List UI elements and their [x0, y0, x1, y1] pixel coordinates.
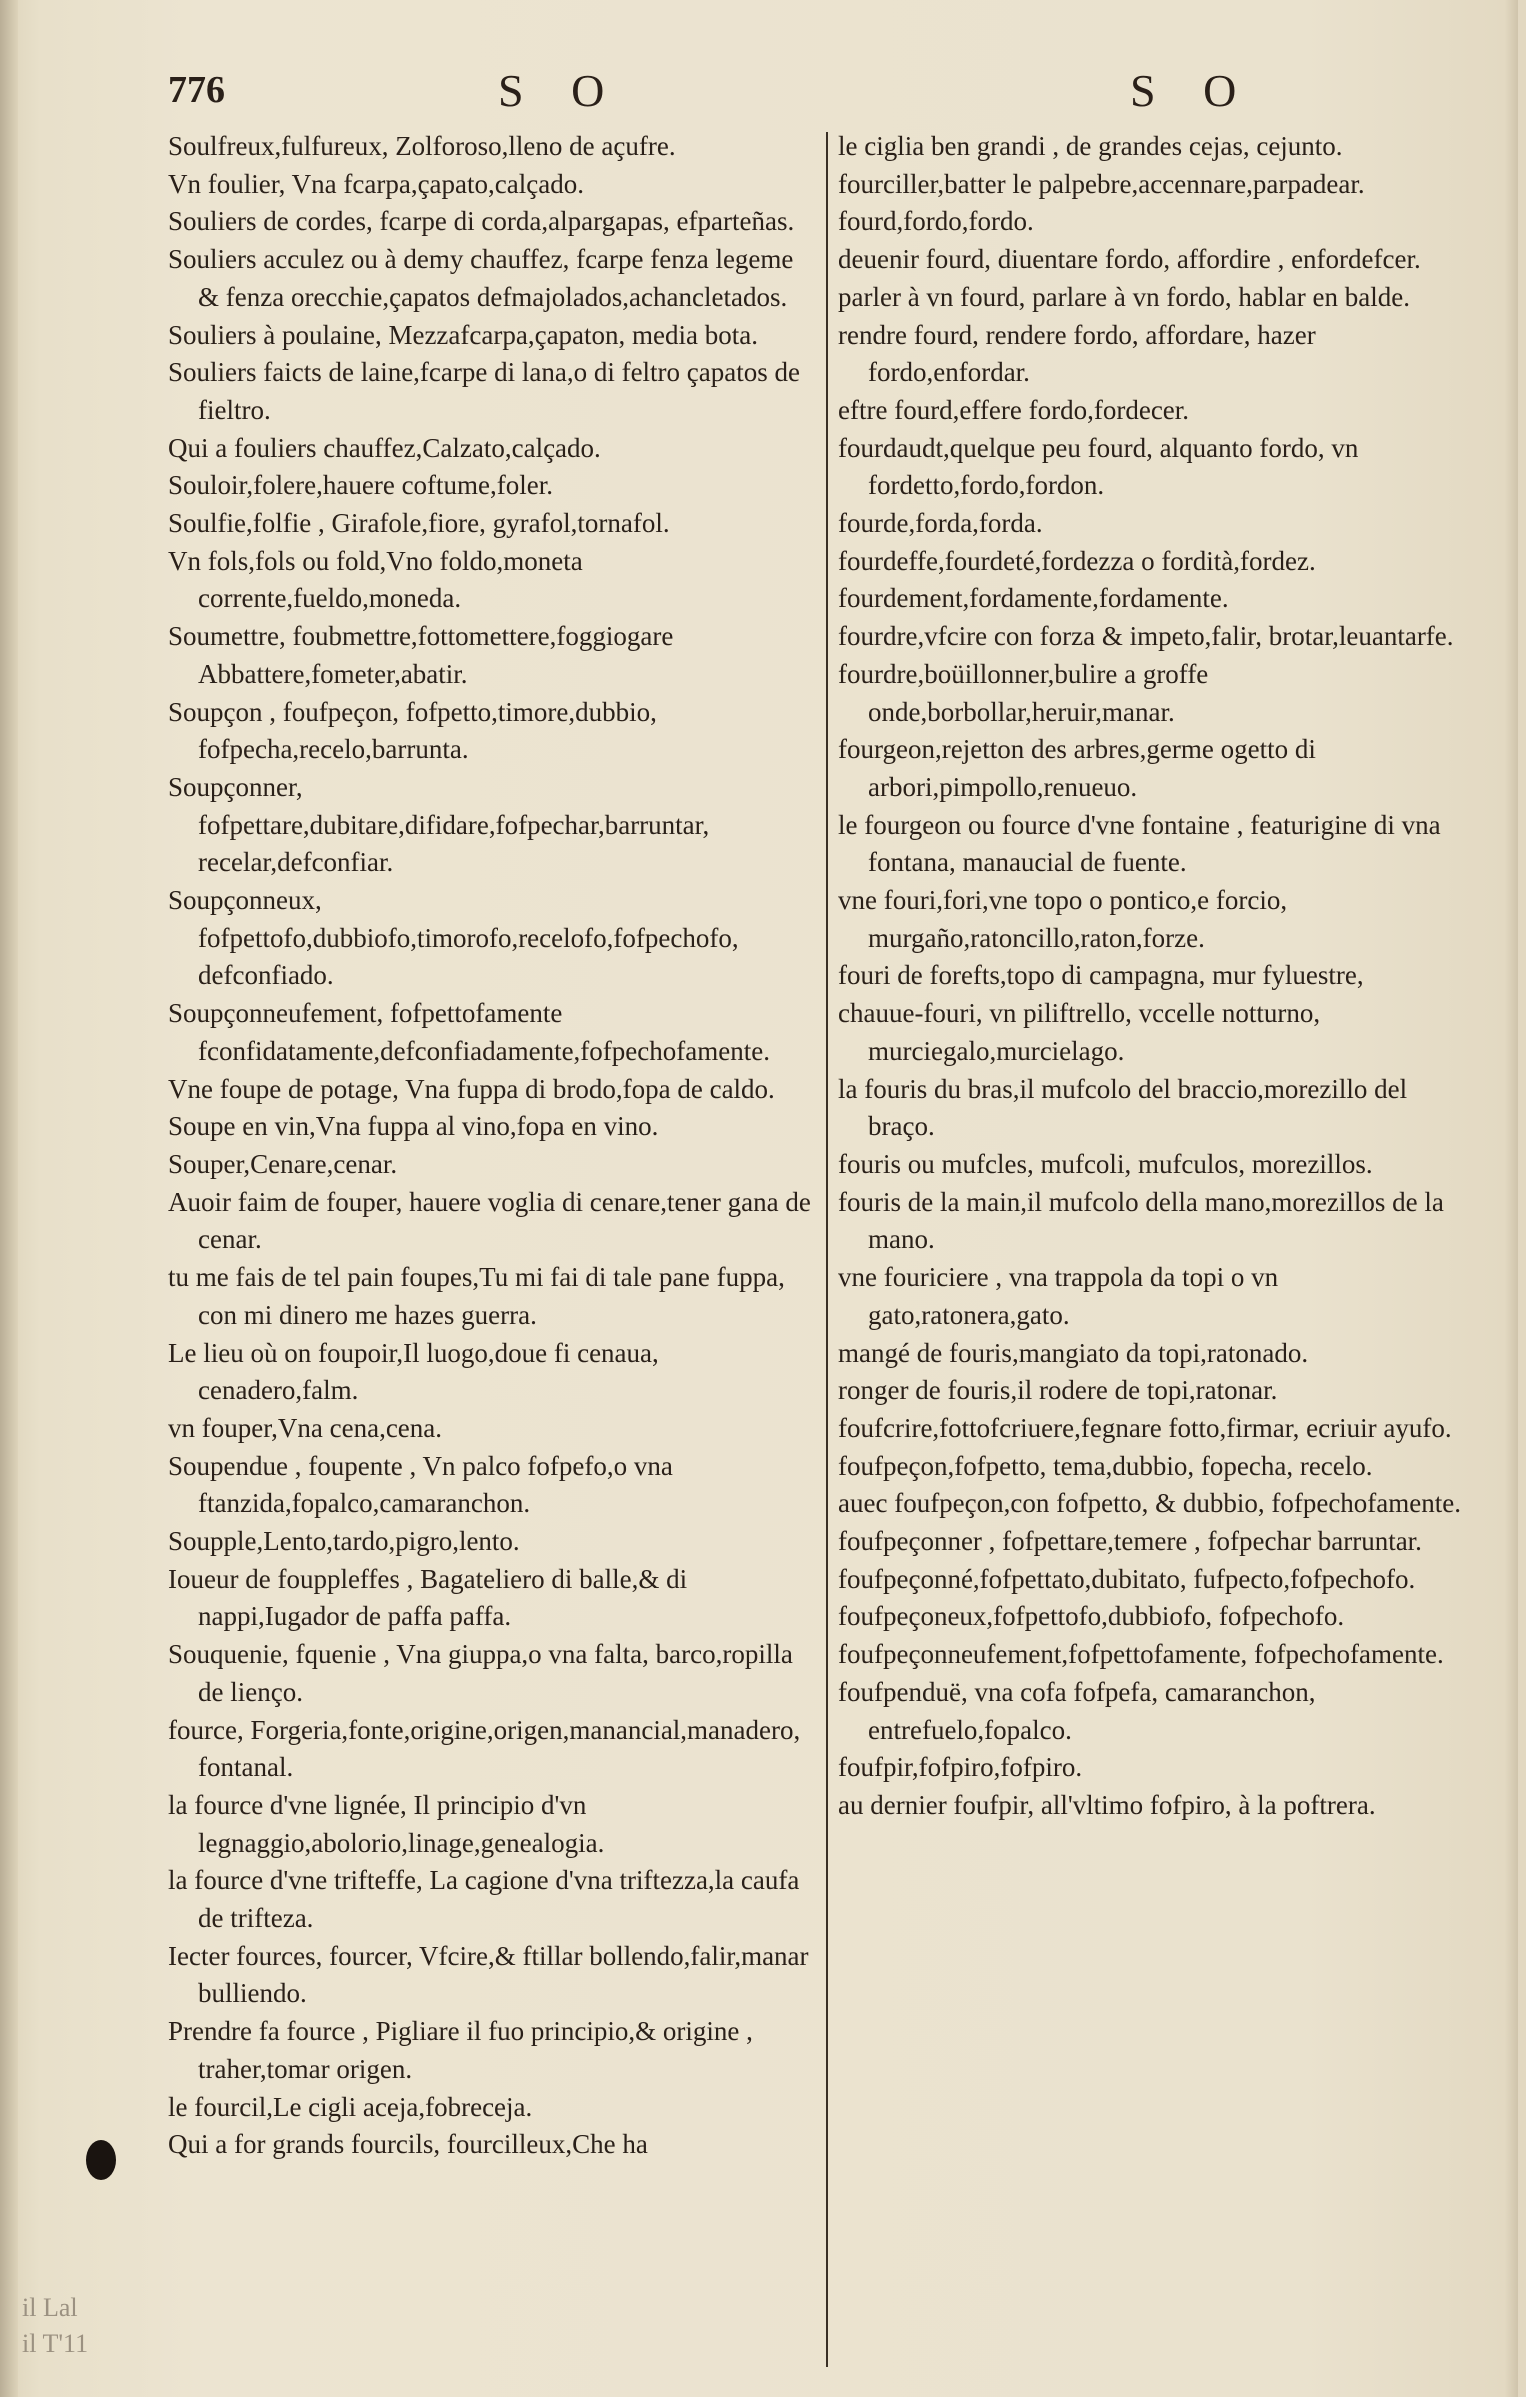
dictionary-entry: Souliers de cordes, fcarpe di corda,alpargapas, efparteñas.	[168, 206, 795, 237]
ink-blot	[86, 2140, 116, 2180]
dictionary-entry: Souliers acculez ou à demy chauffez, fcarpe fenza legeme & fenza orecchie,çapatos defmajolados,achancletados.	[168, 244, 794, 312]
dictionary-entry: fouris ou mufcles, mufcoli, mufculos, morezillos.	[838, 1148, 1373, 1179]
dictionary-entry: Souquenie, fquenie , Vna giuppa,o vna falta, barco,ropilla de lienço.	[168, 1639, 793, 1707]
dictionary-entry: foufpeçoneux,fofpettofo,dubbiofo, fofpechofo.	[838, 1601, 1345, 1632]
dictionary-entry: Le lieu où on foupoir,Il luogo,doue fi cenaua, cenadero,falm.	[168, 1337, 659, 1406]
dictionary-entry: vne fouri,fori,vne topo o pontico,e forcio, murgaño,ratoncillo,raton,forze.	[838, 885, 1288, 953]
dictionary-entry: Soupçon , foufpeçon, fofpetto,timore,dubbio, fofpecha,recelo,barrunta.	[168, 696, 657, 765]
dictionary-entry: Soupple,Lento,tardo,pigro,lento.	[168, 1526, 520, 1557]
left-running-head: S O	[498, 65, 623, 116]
dictionary-entry: parler à vn fourd, parlare à vn fordo, hablar en balde.	[838, 281, 1410, 312]
dictionary-entry: fourdre,vfcire con forza & impeto,falir, brotar,leuantarfe.	[838, 621, 1454, 652]
dictionary-entry: Soumettre, foubmettre,fottomettere,foggiogare Abbattere,fometer,abatir.	[168, 621, 674, 689]
dictionary-entry: ronger de fouris,il rodere de topi,ratonar.	[838, 1375, 1278, 1406]
dictionary-entry: foufpenduë, vna cofa fofpefa, camaranchon, entrefuelo,fopalco.	[838, 1676, 1316, 1745]
dictionary-entry: la fouris du bras,il mufcolo del braccio,morezillo del braço.	[838, 1073, 1408, 1142]
dictionary-entry: Souper,Cenare,cenar.	[168, 1148, 398, 1179]
bleed-line: il Lal	[22, 2293, 78, 2322]
dictionary-entry: Soulfie,folfie , Girafole,fiore, gyrafol,tornafol.	[168, 508, 670, 539]
dictionary-entry: Souloir,folere,hauere coftume,foler.	[168, 470, 554, 501]
dictionary-entry: le fourgeon ou fource d'vne fontaine , featurigine di vna fontana, manaucial de fuente.	[838, 809, 1441, 878]
dictionary-entry: Iecter fources, fourcer, Vfcire,& ftillar bollendo,falir,manar bulliendo.	[168, 1940, 809, 2009]
dictionary-entry: la fource d'vne trifteffe, La cagione d'vna triftezza,la caufa de trifteza.	[168, 1865, 800, 1934]
dictionary-entry: Soupçonner, fofpettare,dubitare,difidare,fofpechar,barruntar, recelar,defconfiar.	[168, 771, 710, 878]
dictionary-entry: foufpeçonneufement,fofpettofamente, fofpechofamente.	[838, 1639, 1444, 1670]
dictionary-entry: le ciglia ben grandi , de grandes cejas, cejunto.	[838, 131, 1343, 161]
dictionary-entry: Soupe en vin,Vna fuppa al vino,fopa en vino.	[168, 1111, 659, 1142]
dictionary-entry: fourd,fordo,fordo.	[838, 206, 1034, 237]
dictionary-entry: tu me fais de tel pain foupes,Tu mi fai di tale pane fuppa, con mi dinero me hazes guerra.	[168, 1262, 785, 1330]
dictionary-entry: le fourcil,Le cigli aceja,fobreceja.	[168, 2091, 533, 2122]
dictionary-entry: Qui a fouliers chauffez,Calzato,calçado.	[168, 432, 601, 463]
page-number: 776	[168, 69, 225, 111]
dictionary-entry: Soulfreux,fulfureux, Zolforoso,lleno de açufre.	[168, 131, 676, 161]
right-column	[838, 128, 1478, 2378]
dictionary-entry: Vne foupe de potage, Vna fuppa di brodo,fopa de caldo.	[168, 1073, 775, 1104]
dictionary-entry: fourdaudt,quelque peu fourd, alquanto fordo, vn fordetto,fordo,fordon.	[838, 432, 1359, 501]
dictionary-entry: foufpeçon,fofpetto, tema,dubbio, fopecha, recelo.	[838, 1450, 1373, 1481]
dictionary-entry: fourdement,fordamente,fordamente.	[838, 583, 1229, 614]
dictionary-entry: fourdre,boüillonner,bulire a groffe onde,borbollar,heruir,manar.	[838, 658, 1209, 727]
dictionary-entry: rendre fourd, rendere fordo, affordare, hazer fordo,enfordar.	[838, 319, 1316, 388]
dictionary-entry: fource, Forgeria,fonte,origine,origen,manancial,manadero, fontanal.	[168, 1714, 801, 1783]
dictionary-entry: Ioueur de fouppleffes , Bagateliero di balle,& di nappi,Iugador de paffa paffa.	[168, 1563, 688, 1632]
dictionary-entry: fourde,forda,forda.	[838, 508, 1043, 539]
dictionary-entry: foufcrire,fottofcriuere,fegnare fotto,firmar, ecriuir ayufo.	[838, 1412, 1452, 1443]
dictionary-entry: fourdeffe,fourdeté,fordezza o fordità,fordez.	[838, 545, 1316, 576]
dictionary-entry: vn fouper,Vna cena,cena.	[168, 1412, 443, 1443]
dictionary-entry: Vn fols,fols ou fold,Vno foldo,moneta corrente,fueldo,moneda.	[168, 545, 583, 614]
dictionary-entry: Prendre fa fource , Pigliare il fuo principio,& origine , traher,tomar origen.	[168, 2016, 753, 2084]
dictionary-entry: foufpeçonner , fofpettare,temere , fofpechar barruntar.	[838, 1526, 1422, 1557]
dictionary-entry: eftre fourd,effere fordo,fordecer.	[838, 394, 1190, 425]
page-edge	[1504, 0, 1518, 2397]
page-header	[168, 65, 1466, 124]
dictionary-entry: Auoir faim de fouper, hauere voglia di cenare,tener gana de cenar.	[168, 1186, 811, 1255]
dictionary-entry: Soupçonneufement, fofpettofamente fconfidatamente,defconfiadamente,fofpechofamente.	[168, 998, 770, 1066]
dictionary-entry: foufpir,fofpiro,fofpiro.	[838, 1752, 1083, 1783]
dictionary-entry: Soupendue , foupente , Vn palco fofpefo,o vna ftanzida,fopalco,camaranchon.	[168, 1450, 673, 1519]
dictionary-entry: Souliers à poulaine, Mezzafcarpa,çapaton, media bota.	[168, 319, 758, 350]
margin-bleed-through	[22, 2290, 88, 2362]
dictionary-entry: mangé de fouris,mangiato da topi,ratonado.	[838, 1337, 1309, 1368]
dictionary-entry: fouri de forefts,topo di campagna, mur fyluestre,	[838, 960, 1364, 991]
dictionary-entry: Vn foulier, Vna fcarpa,çapato,calçado.	[168, 168, 584, 199]
dictionary-entry: Souliers faicts de laine,fcarpe di lana,o di feltro çapatos de fieltro.	[168, 357, 800, 425]
dictionary-entry: Qui a for grands fourcils, fourcilleux,Che ha	[168, 2129, 648, 2160]
column-rule	[826, 132, 828, 2367]
dictionary-entry: vne fouriciere , vna trappola da topi o vn gato,ratonera,gato.	[838, 1262, 1279, 1330]
dictionary-entry: foufpeçonné,fofpettato,dubitato, fufpecto,fofpechofo.	[838, 1563, 1416, 1594]
dictionary-entry: au dernier foufpir, all'vltimo fofpiro, à la poftrera.	[838, 1789, 1376, 1820]
dictionary-entry: Soupçonneux, fofpettofo,dubbiofo,timorofo,recelofo,fofpechofo, defconfiado.	[168, 885, 739, 991]
dictionary-entry: fouris de la main,il mufcolo della mano,morezillos de la mano.	[838, 1186, 1444, 1255]
binding-gutter	[0, 0, 18, 2397]
dictionary-entry: deuenir fourd, diuentare fordo, affordire , enfordefcer.	[838, 244, 1421, 275]
dictionary-entry: fourciller,batter le palpebre,accennare,parpadear.	[838, 168, 1365, 199]
dictionary-entry: la fource d'vne lignée, Il principio d'vn legnaggio,abolorio,linage,genealogia.	[168, 1789, 605, 1858]
bleed-line: il T'11	[22, 2329, 89, 2358]
right-running-head: S O	[1130, 65, 1255, 116]
dictionary-entry: fourgeon,rejetton des arbres,germe ogetto di arbori,pimpollo,renueuo.	[838, 734, 1316, 802]
dictionary-entry: auec foufpeçon,con fofpetto, & dubbio, fofpechofamente.	[838, 1488, 1462, 1519]
left-column	[168, 128, 818, 2378]
dictionary-entry: chauue-fouri, vn piliftrello, vccelle notturno, murciegalo,murcielago.	[838, 998, 1321, 1066]
